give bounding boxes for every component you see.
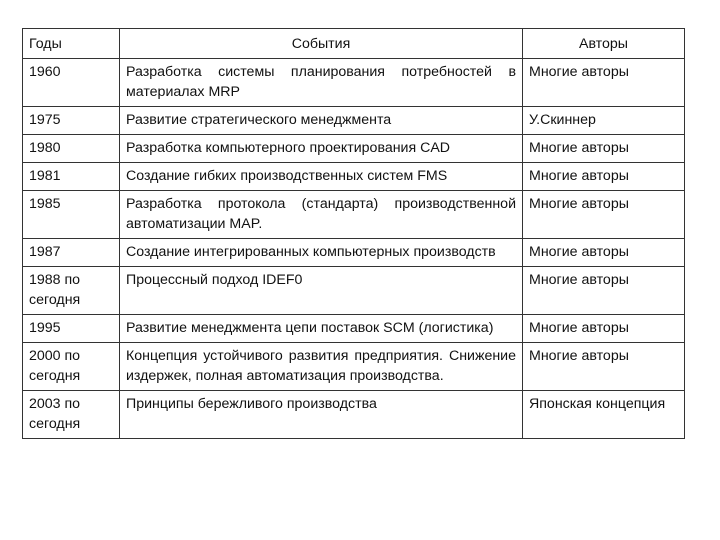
table-row xyxy=(23,59,685,107)
year-cell: 1988 по сегодня xyxy=(23,267,120,315)
event-cell: Принципы бережливого производства xyxy=(120,391,523,439)
author-cell: Многие авторы xyxy=(523,267,685,315)
event-cell: Концепция устойчивого развития предприятия. Снижение издержек, полная автоматизация производства. xyxy=(120,343,523,391)
year-cell: 1995 xyxy=(23,315,120,343)
author-cell: У.Скиннер xyxy=(523,107,685,135)
year-cell: 1987 xyxy=(23,239,120,267)
event-cell: Разработка системы планирования потребностей в материалах MRP xyxy=(120,59,523,107)
year-cell: 1960 xyxy=(23,59,120,107)
author-cell: Многие авторы xyxy=(523,239,685,267)
year-cell: 2000 по сегодня xyxy=(23,343,120,391)
year-cell: 1980 xyxy=(23,135,120,163)
event-cell: Процессный подход IDEF0 xyxy=(120,267,523,315)
event-cell: Создание интегрированных компьютерных производств xyxy=(120,239,523,267)
year-cell: 1975 xyxy=(23,107,120,135)
table-row xyxy=(23,107,685,135)
event-cell: Разработка компьютерного проектирования CAD xyxy=(120,135,523,163)
author-cell: Многие авторы xyxy=(523,59,685,107)
table-row xyxy=(23,163,685,191)
table-row xyxy=(23,239,685,267)
author-cell: Многие авторы xyxy=(523,163,685,191)
author-cell: Многие авторы xyxy=(523,343,685,391)
year-cell: 1985 xyxy=(23,191,120,239)
header-year: Годы xyxy=(23,29,120,59)
event-cell: Разработка протокола (стандарта) производственной автоматизации MAP. xyxy=(120,191,523,239)
header-event: События xyxy=(120,29,523,59)
year-cell: 1981 xyxy=(23,163,120,191)
header-row xyxy=(23,29,685,59)
table-row xyxy=(23,267,685,315)
table-row xyxy=(23,343,685,391)
table-row xyxy=(23,135,685,163)
table-row xyxy=(23,315,685,343)
author-cell: Многие авторы xyxy=(523,315,685,343)
table-row xyxy=(23,391,685,439)
author-cell: Японская концепция xyxy=(523,391,685,439)
author-cell: Многие авторы xyxy=(523,135,685,163)
event-cell: Развитие стратегического менеджмента xyxy=(120,107,523,135)
header-author: Авторы xyxy=(523,29,685,59)
events-table xyxy=(22,28,685,439)
event-cell: Развитие менеджмента цепи поставок SCM (логистика) xyxy=(120,315,523,343)
event-cell: Создание гибких производственных систем FMS xyxy=(120,163,523,191)
table-row xyxy=(23,191,685,239)
author-cell: Многие авторы xyxy=(523,191,685,239)
year-cell: 2003 по сегодня xyxy=(23,391,120,439)
